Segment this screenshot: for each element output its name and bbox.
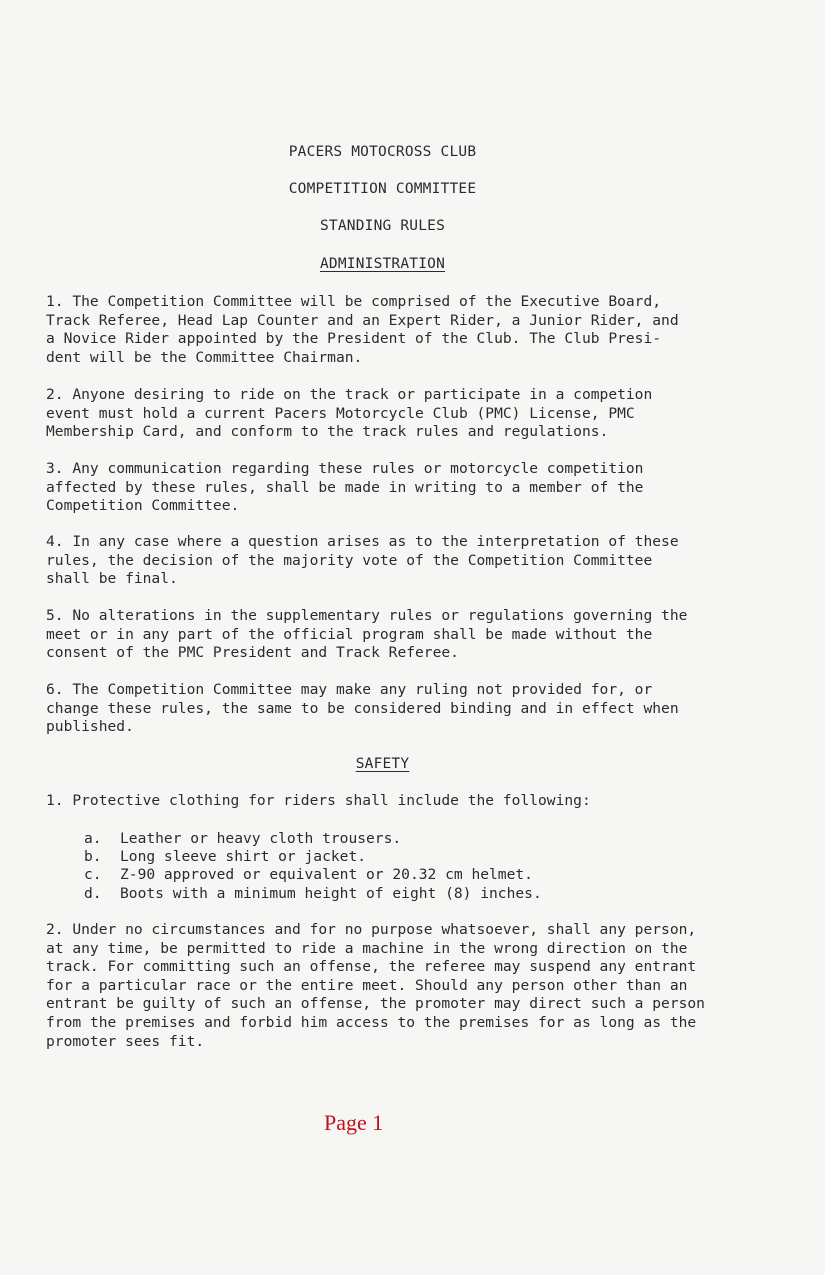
admin-rule-4: 4. In any case where a question arises as to the interpretation of these rules, the decision of the majority vote of the Competition Committee shall be final. [46, 533, 679, 588]
list-item [84, 885, 734, 904]
list-item-letter: c. [84, 866, 102, 883]
list-item-letter: a. [84, 830, 102, 847]
admin-rule-2: 2. Anyone desiring to ride on the track or participate in a competion event must hold a current Pacers Motorcycle Club (PMC) License, PMC Membership Card, and conform to the track rules and regulations. [46, 386, 653, 441]
list-item-text: Leather or heavy cloth trousers. [120, 830, 402, 847]
admin-rule-5: 5. No alterations in the supplementary rules or regulations governing the meet or in any part of the official program shall be made without the consent of the PMC President and Track Referee. [46, 607, 688, 662]
committee-title: COMPETITION COMMITTEE [288, 181, 477, 197]
club-title: PACERS MOTOCROSS CLUB [288, 144, 477, 160]
administration-heading: ADMINISTRATION [319, 256, 446, 272]
safety-rule-2: 2. Under no circumstances and for no purpose whatsoever, shall any person, at any time, be permitted to ride a machine in the wrong direction on the track. For committing such an offense, the referee may suspend any entrant for a particular race or the entire meet. Should any person other than an entrant be guilty of such an offense, the promoter may direct such a person from the premises and forbid him access to the premises for as long as the promoter sees fit. [46, 921, 705, 1050]
list-item-letter: d. [84, 885, 102, 902]
standing-rules-title: STANDING RULES [319, 218, 446, 234]
list-item-letter: b. [84, 848, 102, 865]
list-item [84, 848, 734, 867]
list-item [84, 866, 734, 885]
admin-rule-1: 1. The Competition Committee will be comprised of the Executive Board, Track Referee, Head Lap Counter and an Expert Rider, a Junior Rider, and a Novice Rider appointed by the President of the Club. The Club Presi- dent will be the Committee Chairman. [46, 293, 679, 366]
list-item-text: Long sleeve shirt or jacket. [120, 848, 367, 865]
admin-rule-6: 6. The Competition Committee may make any ruling not provided for, or change these rules, the same to be considered binding and in effect when published. [46, 681, 679, 736]
safety-rule-1: 1. Protective clothing for riders shall include the following: [46, 792, 591, 809]
list-item-text: Z-90 approved or equivalent or 20.32 cm helmet. [120, 866, 533, 883]
list-item-text: Boots with a minimum height of eight (8) inches. [120, 885, 542, 902]
safety-heading: SAFETY [355, 756, 410, 772]
list-item [84, 830, 734, 849]
page-number: Page 1 [324, 1110, 384, 1135]
admin-rule-3: 3. Any communication regarding these rules or motorcycle competition affected by these rules, shall be made in writing to a member of the Competition Committee. [46, 460, 644, 515]
